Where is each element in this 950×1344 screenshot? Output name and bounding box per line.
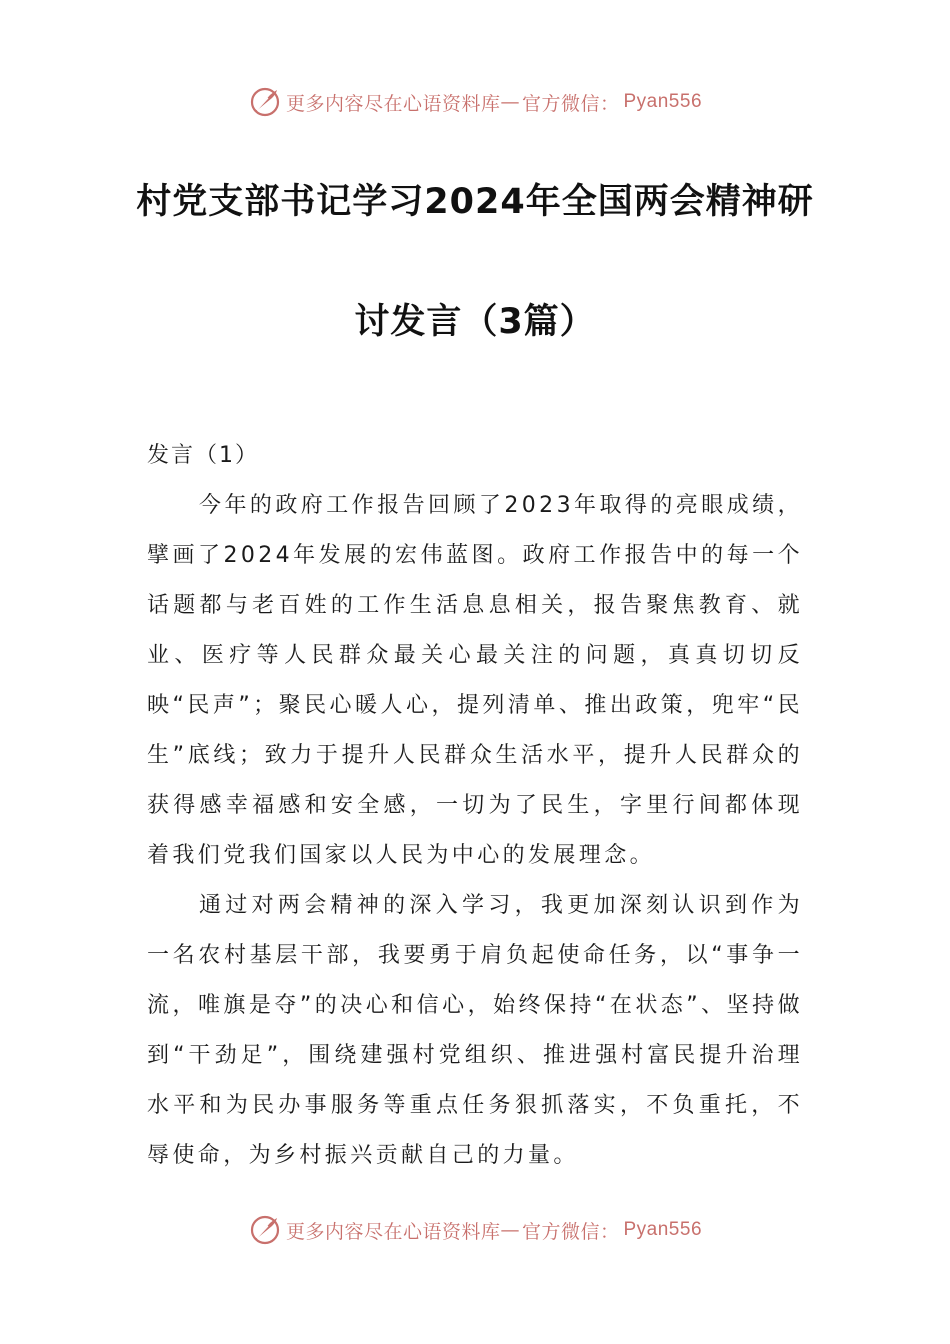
banner-site-name: 更多内容尽在心语资料库 <box>285 1220 501 1243</box>
document-title-line-1: 村党支部书记学习2024年全国两会精神研 <box>136 182 814 222</box>
banner-wechat-id: Pyan556 <box>623 1219 703 1240</box>
section-heading: 发言（1） <box>147 443 259 468</box>
document-title-line-2: 讨发言（3篇） <box>354 302 596 342</box>
banner-separator: — <box>500 91 520 113</box>
body-paragraph-1: 今年的政府工作报告回顾了2023年取得的亮眼成绩，擘画了2024年发展的宏伟蓝图。政府工作报告中的每一个话题都与老百姓的工作生活息息相关，报告聚焦教育、就业、医疗等人民群众最关心最关注的问题，真真切切反映“民声”；聚民心暖人心，提列清单、推出政策，兜牢“民生”底线；致力于提升人民群众生活水平，提升人民群众的获得感幸福感和安全感，一切为了民生，字里行间都体现着我们党我们国家以人民为中心的发展理念。 <box>147 493 803 868</box>
header-banner <box>0 82 950 122</box>
body-paragraph-2: 通过对两会精神的深入学习，我更加深刻认识到作为一名农村基层干部，我要勇于肩负起使命任务，以“事争一流，唯旗是夺”的决心和信心，始终保持“在状态”、坚持做到“干劲足”，围绕建强村党组织、推进强村富民提升治理水平和为民办事服务等重点任务狠抓落实，不负重托，不辱使命，为乡村振兴贡献自己的力量。 <box>147 893 803 1168</box>
footer-banner <box>0 1210 950 1250</box>
banner-wechat-label: 官方微信： <box>521 1220 620 1243</box>
quill-pen-logo-icon <box>248 1213 282 1247</box>
banner-separator: — <box>500 1219 520 1241</box>
banner-site-name: 更多内容尽在心语资料库 <box>285 92 501 115</box>
banner-wechat-label: 官方微信： <box>521 92 620 115</box>
quill-pen-logo-icon <box>248 85 282 119</box>
banner-wechat-id: Pyan556 <box>623 91 703 112</box>
